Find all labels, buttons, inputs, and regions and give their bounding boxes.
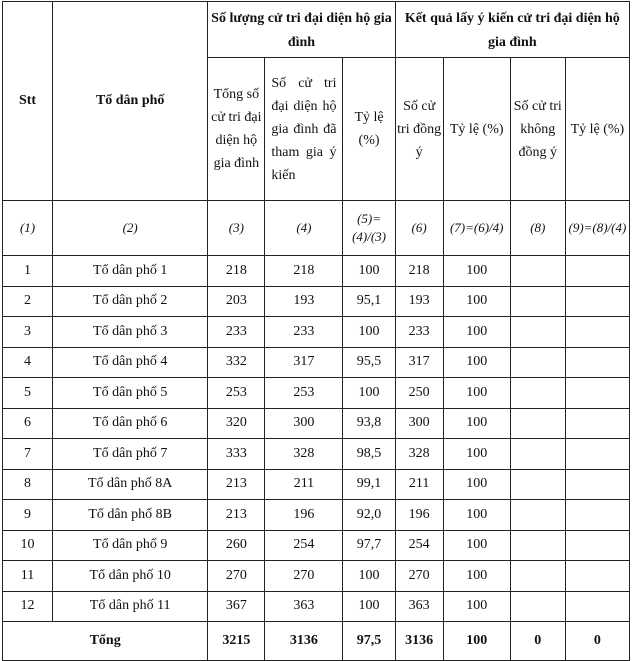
cell-stt: 3 (3, 317, 53, 348)
table-row (3, 286, 630, 317)
cell-c3: 332 (208, 347, 265, 378)
header-col4: Số cử tri đại diện hộ gia đình đã tham gia ý kiến (265, 58, 343, 201)
table-row (3, 256, 630, 287)
cell-c5: 100 (343, 378, 395, 409)
cell-name: Tổ dân phố 4 (53, 347, 208, 378)
cell-c6: 328 (395, 439, 443, 470)
header-col6: Số cử tri đồng ý (395, 58, 443, 201)
index-cell: (5)=(4)/(3) (343, 201, 395, 256)
header-col5: Tỷ lệ (%) (343, 58, 395, 201)
cell-c4: 218 (265, 256, 343, 287)
cell-c5: 98,5 (343, 439, 395, 470)
cell-stt: 10 (3, 530, 53, 561)
cell-name: Tổ dân phố 5 (53, 378, 208, 409)
cell-c8 (510, 408, 565, 439)
cell-c8 (510, 439, 565, 470)
table-row (3, 439, 630, 470)
cell-c5: 92,0 (343, 500, 395, 531)
header-to-dan-pho: Tổ dân phố (53, 2, 208, 201)
table-row (3, 317, 630, 348)
cell-stt: 11 (3, 561, 53, 592)
cell-stt: 2 (3, 286, 53, 317)
cell-c6: 196 (395, 500, 443, 531)
cell-c6: 300 (395, 408, 443, 439)
cell-c5: 100 (343, 256, 395, 287)
voter-results-table (2, 1, 630, 661)
cell-c8 (510, 378, 565, 409)
index-cell: (6) (395, 201, 443, 256)
cell-c3: 213 (208, 500, 265, 531)
cell-c4: 317 (265, 347, 343, 378)
cell-c8 (510, 561, 565, 592)
table-row (3, 530, 630, 561)
cell-c7: 100 (443, 530, 510, 561)
cell-c9 (565, 500, 629, 531)
cell-c8 (510, 256, 565, 287)
cell-c4: 300 (265, 408, 343, 439)
header-stt: Stt (3, 2, 53, 201)
index-cell: (3) (208, 201, 265, 256)
header-col3: Tổng số cử tri đại diện hộ gia đình (208, 58, 265, 201)
cell-name: Tổ dân phố 8B (53, 500, 208, 531)
cell-c4: 233 (265, 317, 343, 348)
total-c6: 3136 (395, 622, 443, 661)
cell-c3: 213 (208, 469, 265, 500)
cell-c6: 363 (395, 591, 443, 622)
cell-c8 (510, 317, 565, 348)
table-row (3, 378, 630, 409)
total-c5: 97,5 (343, 622, 395, 661)
cell-c7: 100 (443, 286, 510, 317)
cell-name: Tổ dân phố 10 (53, 561, 208, 592)
cell-c7: 100 (443, 347, 510, 378)
cell-c4: 270 (265, 561, 343, 592)
cell-c7: 100 (443, 378, 510, 409)
cell-c4: 193 (265, 286, 343, 317)
cell-name: Tổ dân phố 3 (53, 317, 208, 348)
cell-stt: 6 (3, 408, 53, 439)
cell-c3: 333 (208, 439, 265, 470)
cell-c9 (565, 347, 629, 378)
index-cell: (1) (3, 201, 53, 256)
cell-c5: 95,1 (343, 286, 395, 317)
index-cell: (9)=(8)/(4) (565, 201, 629, 256)
cell-c5: 95,5 (343, 347, 395, 378)
table-body (3, 256, 630, 622)
cell-c4: 363 (265, 591, 343, 622)
cell-name: Tổ dân phố 2 (53, 286, 208, 317)
column-index-row (3, 201, 630, 256)
total-label: Tổng (3, 622, 208, 661)
cell-c4: 253 (265, 378, 343, 409)
cell-c7: 100 (443, 256, 510, 287)
cell-c8 (510, 591, 565, 622)
cell-c3: 253 (208, 378, 265, 409)
cell-c3: 320 (208, 408, 265, 439)
cell-c6: 193 (395, 286, 443, 317)
cell-c4: 211 (265, 469, 343, 500)
cell-c5: 100 (343, 317, 395, 348)
cell-c3: 218 (208, 256, 265, 287)
cell-c7: 100 (443, 591, 510, 622)
table-row (3, 591, 630, 622)
cell-c5: 93,8 (343, 408, 395, 439)
cell-c7: 100 (443, 469, 510, 500)
cell-c8 (510, 347, 565, 378)
total-c9: 0 (565, 622, 629, 661)
cell-c6: 270 (395, 561, 443, 592)
cell-c7: 100 (443, 317, 510, 348)
cell-c3: 260 (208, 530, 265, 561)
cell-name: Tổ dân phố 8A (53, 469, 208, 500)
cell-c6: 218 (395, 256, 443, 287)
cell-name: Tổ dân phố 9 (53, 530, 208, 561)
table-header (3, 2, 630, 256)
cell-c6: 233 (395, 317, 443, 348)
cell-c3: 203 (208, 286, 265, 317)
table-row (3, 469, 630, 500)
table-row (3, 561, 630, 592)
cell-stt: 9 (3, 500, 53, 531)
cell-name: Tổ dân phố 11 (53, 591, 208, 622)
header-group-ket-qua: Kết quả lấy ý kiến cử tri đại diện hộ gia đình (395, 2, 629, 58)
cell-name: Tổ dân phố 6 (53, 408, 208, 439)
header-col7: Tỷ lệ (%) (443, 58, 510, 201)
cell-c9 (565, 530, 629, 561)
cell-c5: 99,1 (343, 469, 395, 500)
table-row (3, 500, 630, 531)
cell-c9 (565, 317, 629, 348)
cell-stt: 12 (3, 591, 53, 622)
cell-c7: 100 (443, 439, 510, 470)
cell-c4: 328 (265, 439, 343, 470)
cell-c9 (565, 286, 629, 317)
cell-c8 (510, 469, 565, 500)
index-cell: (2) (53, 201, 208, 256)
cell-stt: 1 (3, 256, 53, 287)
table-row (3, 408, 630, 439)
index-cell: (4) (265, 201, 343, 256)
cell-c5: 100 (343, 591, 395, 622)
cell-stt: 8 (3, 469, 53, 500)
total-c4: 3136 (265, 622, 343, 661)
cell-c5: 97,7 (343, 530, 395, 561)
cell-name: Tổ dân phố 7 (53, 439, 208, 470)
cell-c7: 100 (443, 408, 510, 439)
index-cell: (8) (510, 201, 565, 256)
cell-c7: 100 (443, 500, 510, 531)
cell-c6: 211 (395, 469, 443, 500)
cell-c5: 100 (343, 561, 395, 592)
cell-c8 (510, 286, 565, 317)
cell-c9 (565, 591, 629, 622)
cell-c7: 100 (443, 561, 510, 592)
total-c3: 3215 (208, 622, 265, 661)
header-col8: Số cử tri không đồng ý (510, 58, 565, 201)
cell-c9 (565, 469, 629, 500)
cell-c8 (510, 530, 565, 561)
cell-c8 (510, 500, 565, 531)
cell-name: Tổ dân phố 1 (53, 256, 208, 287)
cell-c9 (565, 256, 629, 287)
cell-stt: 7 (3, 439, 53, 470)
cell-c3: 367 (208, 591, 265, 622)
cell-c6: 254 (395, 530, 443, 561)
cell-c9 (565, 408, 629, 439)
cell-c6: 317 (395, 347, 443, 378)
header-group-so-luong: Số lượng cử tri đại diện hộ gia đình (208, 2, 395, 58)
cell-c4: 196 (265, 500, 343, 531)
cell-c3: 270 (208, 561, 265, 592)
cell-stt: 4 (3, 347, 53, 378)
total-row (3, 622, 630, 661)
cell-c9 (565, 561, 629, 592)
cell-c3: 233 (208, 317, 265, 348)
cell-stt: 5 (3, 378, 53, 409)
cell-c9 (565, 378, 629, 409)
table-row (3, 347, 630, 378)
cell-c4: 254 (265, 530, 343, 561)
index-cell: (7)=(6)/4) (443, 201, 510, 256)
cell-c9 (565, 439, 629, 470)
total-c8: 0 (510, 622, 565, 661)
total-c7: 100 (443, 622, 510, 661)
header-col9: Tỷ lệ (%) (565, 58, 629, 201)
cell-c6: 250 (395, 378, 443, 409)
